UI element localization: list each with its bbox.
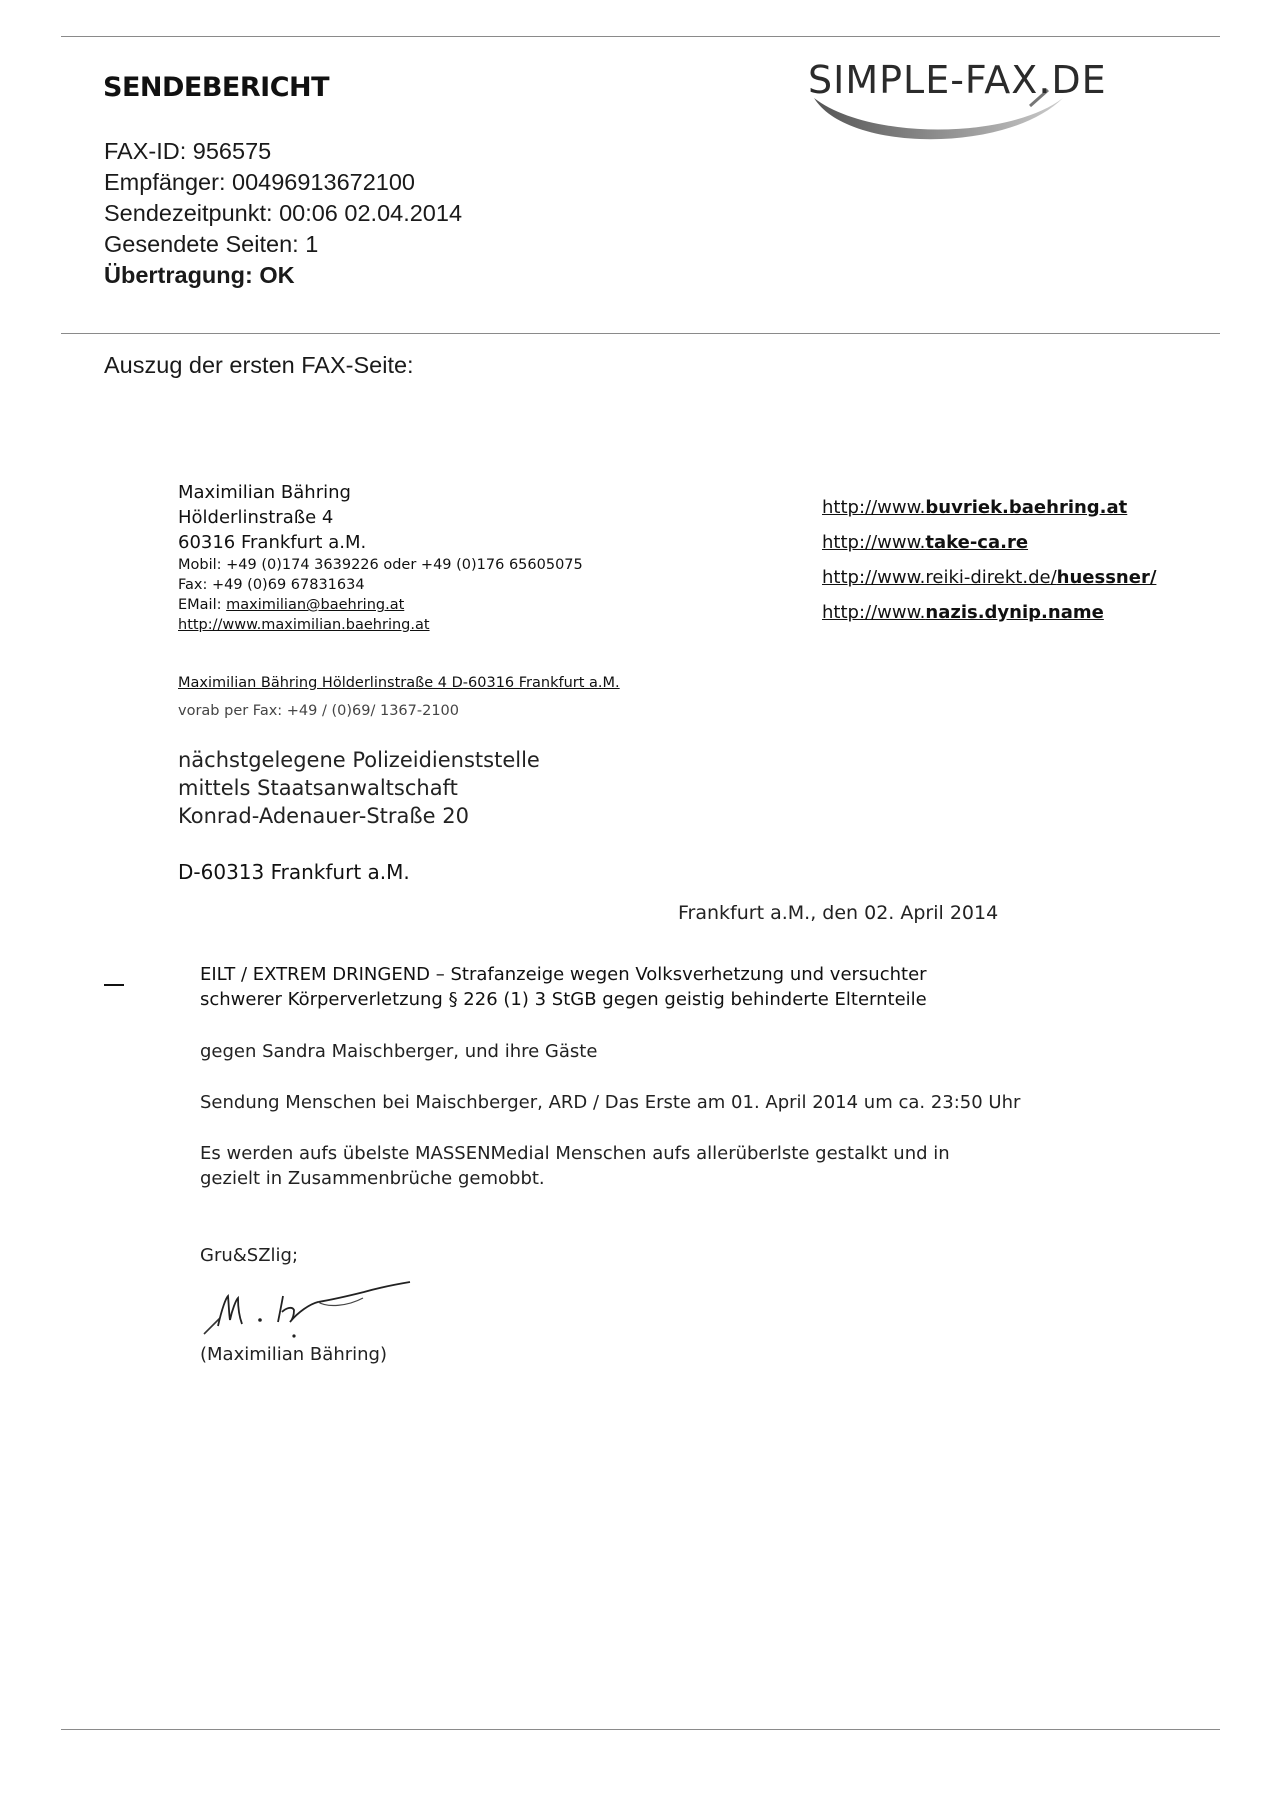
recipient-number: Empfänger: 00496913672100 — [104, 169, 415, 195]
subject-line: EILT / EXTREM DRINGEND – Strafanzeige wegen Volksverhetzung und versuchter — [200, 964, 927, 985]
paragraph-text: Es werden aufs übelste MASSENMedial Menschen aufs allerüberlste gestalkt und in — [200, 1143, 950, 1164]
extract-label: Auszug der ersten FAX-Seite: — [104, 352, 414, 378]
pages-sent: Gesendete Seiten: 1 — [104, 231, 319, 257]
vorab-fax: vorab per Fax: +49 / (0)69/ 1367-2100 — [178, 703, 460, 719]
paragraph — [200, 1141, 950, 1191]
middle-divider — [61, 333, 1220, 334]
link-prefix: http://www. — [822, 497, 926, 518]
paragraph-text: gegen Sandra Maischberger, und ihre Gäste — [200, 1041, 598, 1062]
return-address: Maximilian Bähring Hölderlinstraße 4 D-60316 Frankfurt a.M. — [178, 675, 620, 691]
sender-name: Maximilian Bähring — [178, 482, 351, 503]
fax-id: FAX-ID: 956575 — [104, 138, 272, 164]
paragraph-text: gezielt in Zusammenbrüche gemobbt. — [200, 1168, 545, 1189]
subject-line: schwerer Körperverletzung § 226 (1) 3 StGB gegen geistig behinderte Elternteile — [200, 989, 927, 1010]
fold-mark — [104, 984, 124, 986]
link-domain: huessner/ — [1056, 567, 1157, 588]
sender-mobile: Mobil: +49 (0)174 3639226 oder +49 (0)176 65605075 — [178, 557, 583, 573]
letter-date: Frankfurt a.M., den 02. April 2014 — [678, 902, 999, 924]
report-title: SENDEBERICHT — [103, 72, 330, 103]
link-item — [822, 560, 1156, 595]
link-domain: nazis.dynip.name — [925, 602, 1104, 623]
logo-text: SIMPLE-FAX.DE — [808, 58, 1107, 102]
link-domain: take-ca.re — [925, 532, 1029, 553]
link-item — [822, 595, 1156, 630]
sender-city: 60316 Frankfurt a.M. — [178, 532, 367, 553]
link-domain: buvriek.baehring.at — [925, 497, 1128, 518]
sender-email-label: EMail: — [178, 597, 227, 613]
recipient-city: D-60313 Frankfurt a.M. — [178, 860, 410, 884]
transmission-report — [104, 136, 462, 291]
link-prefix: http://www. — [822, 532, 926, 553]
signature-name: (Maximilian Bähring) — [200, 1344, 387, 1365]
paragraph — [200, 1090, 1020, 1115]
link-item — [822, 525, 1156, 560]
link-prefix: http://www. — [822, 602, 926, 623]
handwritten-signature — [198, 1268, 413, 1340]
greeting — [200, 1243, 298, 1268]
transmission-status: Übertragung: OK — [104, 262, 295, 288]
recipient-line: Konrad-Adenauer-Straße 20 — [178, 804, 469, 828]
sender-email-line — [178, 595, 583, 615]
signature-icon — [198, 1268, 413, 1340]
sender-email: maximilian@baehring.at — [226, 597, 405, 613]
link-list — [822, 490, 1156, 630]
recipient-block — [178, 746, 540, 830]
sender-block — [178, 480, 583, 635]
simple-fax-logo — [808, 58, 1208, 148]
sender-website: http://www.maximilian.baehring.at — [178, 617, 430, 633]
greeting-text: Gru&SZlig; — [200, 1245, 299, 1266]
send-time: Sendezeitpunkt: 00:06 02.04.2014 — [104, 200, 463, 226]
sender-street: Hölderlinstraße 4 — [178, 507, 334, 528]
subject — [200, 962, 927, 1012]
top-divider — [61, 36, 1220, 37]
recipient-line: mittels Staatsanwaltschaft — [178, 776, 458, 800]
sender-fax: Fax: +49 (0)69 67831634 — [178, 577, 365, 593]
link-prefix: http://www.reiki-direkt.de/ — [822, 567, 1057, 588]
paragraph — [200, 1039, 597, 1064]
recipient-line: nächstgelegene Polizeidienststelle — [178, 748, 540, 772]
paragraph-text: Sendung Menschen bei Maischberger, ARD / Das Erste am 01. April 2014 um ca. 23:50 Uhr — [200, 1092, 1021, 1113]
link-item — [822, 490, 1156, 525]
bottom-divider — [61, 1729, 1220, 1730]
